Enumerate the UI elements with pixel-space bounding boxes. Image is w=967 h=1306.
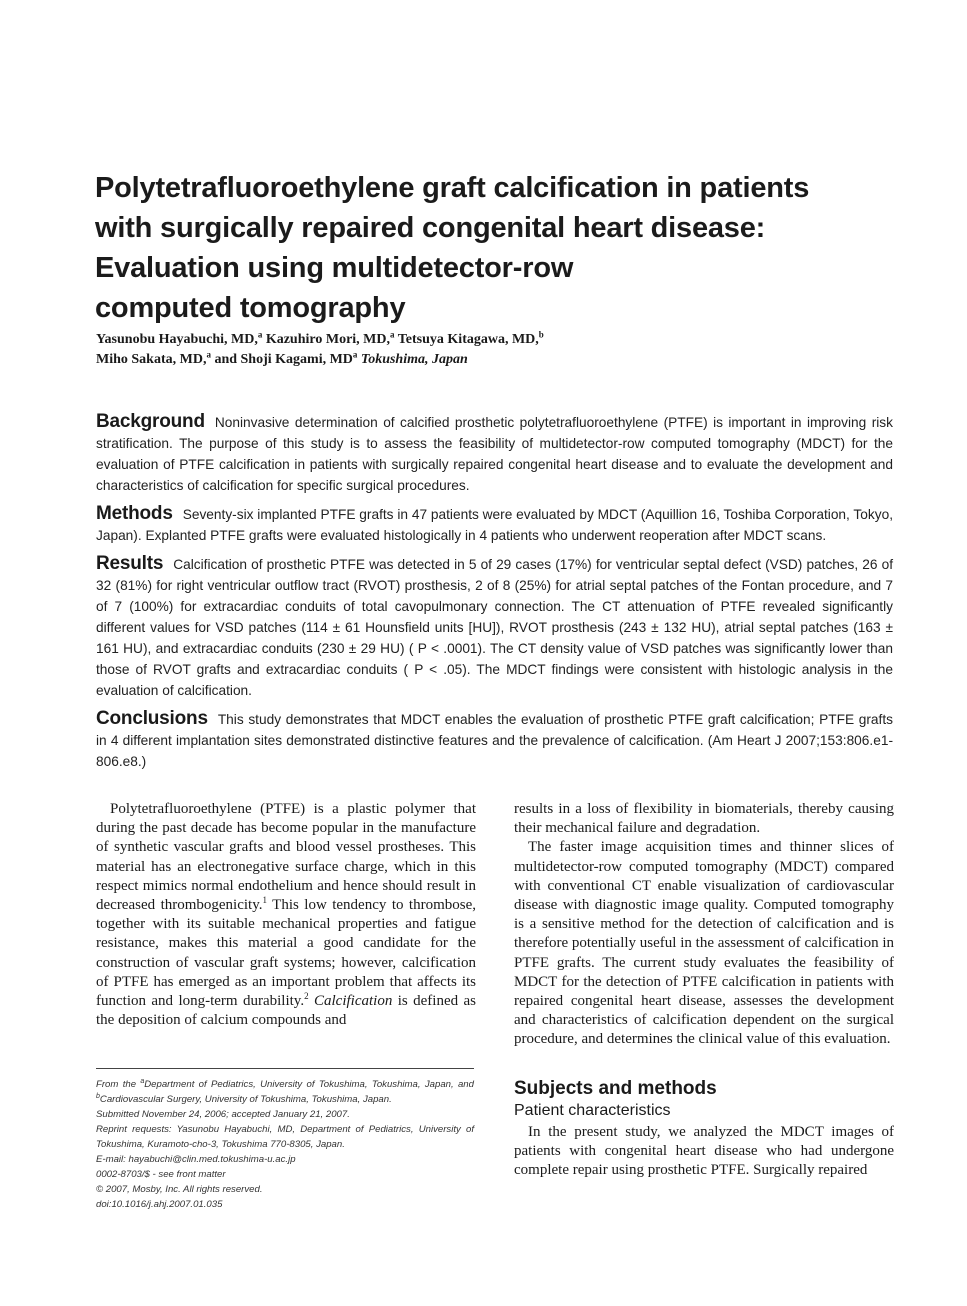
footnote-text: Department of Pediatrics, University of Tokushima, Tokushima, Japan, and	[144, 1079, 474, 1090]
author-name: Tetsuya Kitagawa, MD,	[397, 332, 539, 347]
body-paragraph	[96, 800, 476, 1030]
author-location: Tokushima, Japan	[360, 352, 468, 367]
author-name: Miho Sakata, MD,	[96, 352, 207, 367]
affiliation-mark: a	[352, 349, 358, 360]
author-name: Kazuhiro Mori, MD,	[265, 332, 390, 347]
affiliation-mark: a	[257, 329, 263, 340]
author-line	[96, 330, 916, 350]
emphasized-term: Calcification	[314, 993, 393, 1010]
abstract-heading: Conclusions	[96, 708, 208, 729]
author-list	[96, 330, 916, 370]
reference-mark[interactable]: 2	[304, 991, 309, 1002]
body-column-left	[96, 800, 476, 1030]
affiliation-mark: a	[390, 329, 395, 340]
abstract-text: This study demonstrates that MDCT enables the evaluation of prosthetic PTFE graft calcification; PTFE grafts in 4 different implantation sites demonstrated distinctive features and the prevalence of calcification. (Am Heart J 2007;153:806.e1-806.e8.)	[96, 712, 893, 769]
title-line: computed tomography	[95, 292, 406, 324]
title-line: Polytetrafluoroethylene graft calcification in patients	[95, 172, 810, 204]
body-column-right	[514, 800, 894, 1180]
abstract-heading: Methods	[96, 503, 173, 524]
affiliation-mark: b	[96, 1092, 100, 1100]
footnote-issn: 0002-8703/$ - see front matter	[96, 1169, 226, 1180]
title-line: with surgically repaired congenital heart disease:	[95, 212, 766, 244]
article-title	[95, 168, 915, 328]
reference-mark[interactable]: 1	[262, 895, 267, 906]
abstract-conclusions	[96, 708, 893, 772]
footnote-email[interactable]: E-mail: hayabuchi@clin.med.tokushima-u.ac.jp	[96, 1154, 296, 1165]
affiliation-mark: a	[140, 1077, 145, 1085]
title-line: Evaluation using multidetector-row	[95, 252, 574, 284]
footnote-text: Cardiovascular Surgery, University of Tokushima, Tokushima, Japan.	[99, 1094, 392, 1105]
footnote-affiliation	[96, 1077, 474, 1107]
footnotes	[96, 1068, 474, 1212]
footnote-copyright: © 2007, Mosby, Inc. All rights reserved.	[96, 1184, 263, 1195]
abstract-heading: Results	[96, 553, 164, 574]
abstract-methods	[96, 503, 893, 546]
abstract-heading: Background	[96, 411, 205, 432]
affiliation-mark: a	[206, 349, 211, 360]
abstract-results	[96, 553, 893, 701]
footnote-text: From the	[96, 1079, 141, 1090]
author-line	[96, 350, 916, 370]
body-paragraph: results in a loss of flexibility in biomaterials, thereby causing their mechanical failure and degradation.	[514, 801, 894, 837]
section-heading: Subjects and methods	[514, 1077, 717, 1099]
footnote-submitted: Submitted November 24, 2006; accepted January 21, 2007.	[96, 1109, 350, 1120]
body-text: is defined as the deposition of calcium compounds and	[96, 993, 476, 1029]
body-paragraph: The faster image acquisition times and thinner slices of multidetector-row computed tomography (MDCT) compared with conventional CT enable visualization of cardiovascular disease with diagnostic image quality. Computed tomography is a sensitive method for the detection of calcification and is therefore potentially useful in the assessment of calcification in PTFE grafts. The current study evaluates the feasibility of MDCT for the detection of PTFE calcification in patients with repaired congenital heart disease, assesses the development and characteristics of calcification dependent on the surgical procedure, and determines the clinical value of this evaluation.	[514, 839, 894, 1048]
subsection-heading: Patient characteristics	[514, 1101, 671, 1119]
abstract-text: Noninvasive determination of calcified prosthetic polytetrafluoroethylene (PTFE) is important in improving risk stratification. The purpose of this study is to assess the feasibility of multidetector-row computed tomography (MDCT) for the evaluation of PTFE calcification in patients with surgically repaired congenital heart disease and to evaluate the development and characteristics of calcification for specific surgical procedures.	[96, 415, 893, 493]
abstract	[96, 411, 893, 779]
body-text: Polytetrafluoroethylene (PTFE) is a plastic polymer that during the past decade has become popular in the manufacture of synthetic vascular grafts and blood vessel prostheses. This material has an electronegative surface charge, which in this respect mimics normal endothelium and hence should result in decreased thrombogenicity.	[96, 801, 476, 914]
body-paragraph: In the present study, we analyzed the MDCT images of patients with congenital heart disease who had undergone complete repair using prosthetic PTFE. Surgically repaired	[514, 1123, 894, 1179]
author-name: and Shoji Kagami, MD	[214, 352, 353, 367]
abstract-background	[96, 411, 893, 496]
body-text: This low tendency to thrombose, together with its suitable mechanical properties and fatigue resistance, makes this material a good candidate for the construction of vascular graft systems; however, calcification of PTFE has emerged as an important problem that affects its function and long-term durability.	[96, 897, 477, 1010]
abstract-text: Seventy-six implanted PTFE grafts in 47 patients were evaluated by MDCT (Aquillion 16, Toshiba Corporation, Tokyo, Japan). Explanted PTFE grafts were evaluated histologically in 4 patients who underwent reoperation after MDCT scans.	[96, 507, 893, 543]
author-name: Yasunobu Hayabuchi, MD,	[96, 332, 258, 347]
footnote-doi[interactable]: doi:10.1016/j.ahj.2007.01.035	[96, 1199, 223, 1210]
footnote-reprint: Reprint requests: Yasunobu Hayabuchi, MD, Department of Pediatrics, University of Tokushima, Kuramoto-cho-3, Tokushima 770-8305, Japan.	[96, 1124, 474, 1150]
affiliation-mark: b	[538, 329, 544, 340]
abstract-text: Calcification of prosthetic PTFE was detected in 5 of 29 cases (17%) for ventricular septal defect (VSD) patches, 26 of 32 (81%) for right ventricular outflow tract (RVOT) prosthesis, 2 of 8 (25%) for atrial septal patches of the Fontan procedure, and 7 of 7 (100%) for extracardiac conduits of total cavopulmonary connection. The CT attenuation of PTFE revealed significantly different values for VSD patches (114 ± 61 Hounsfield units [HU]), RVOT prosthesis (243 ± 132 HU), atrial septal patches (163 ± 161 HU), and extracardiac conduits (230 ± 29 HU) ( P < .0001). The CT density value of VSD patches was significantly lower than those of RVOT grafts and extracardiac conduits ( P < .05). The MDCT findings were consistent with histologic analysis in the evaluation of calcification.	[96, 557, 893, 698]
